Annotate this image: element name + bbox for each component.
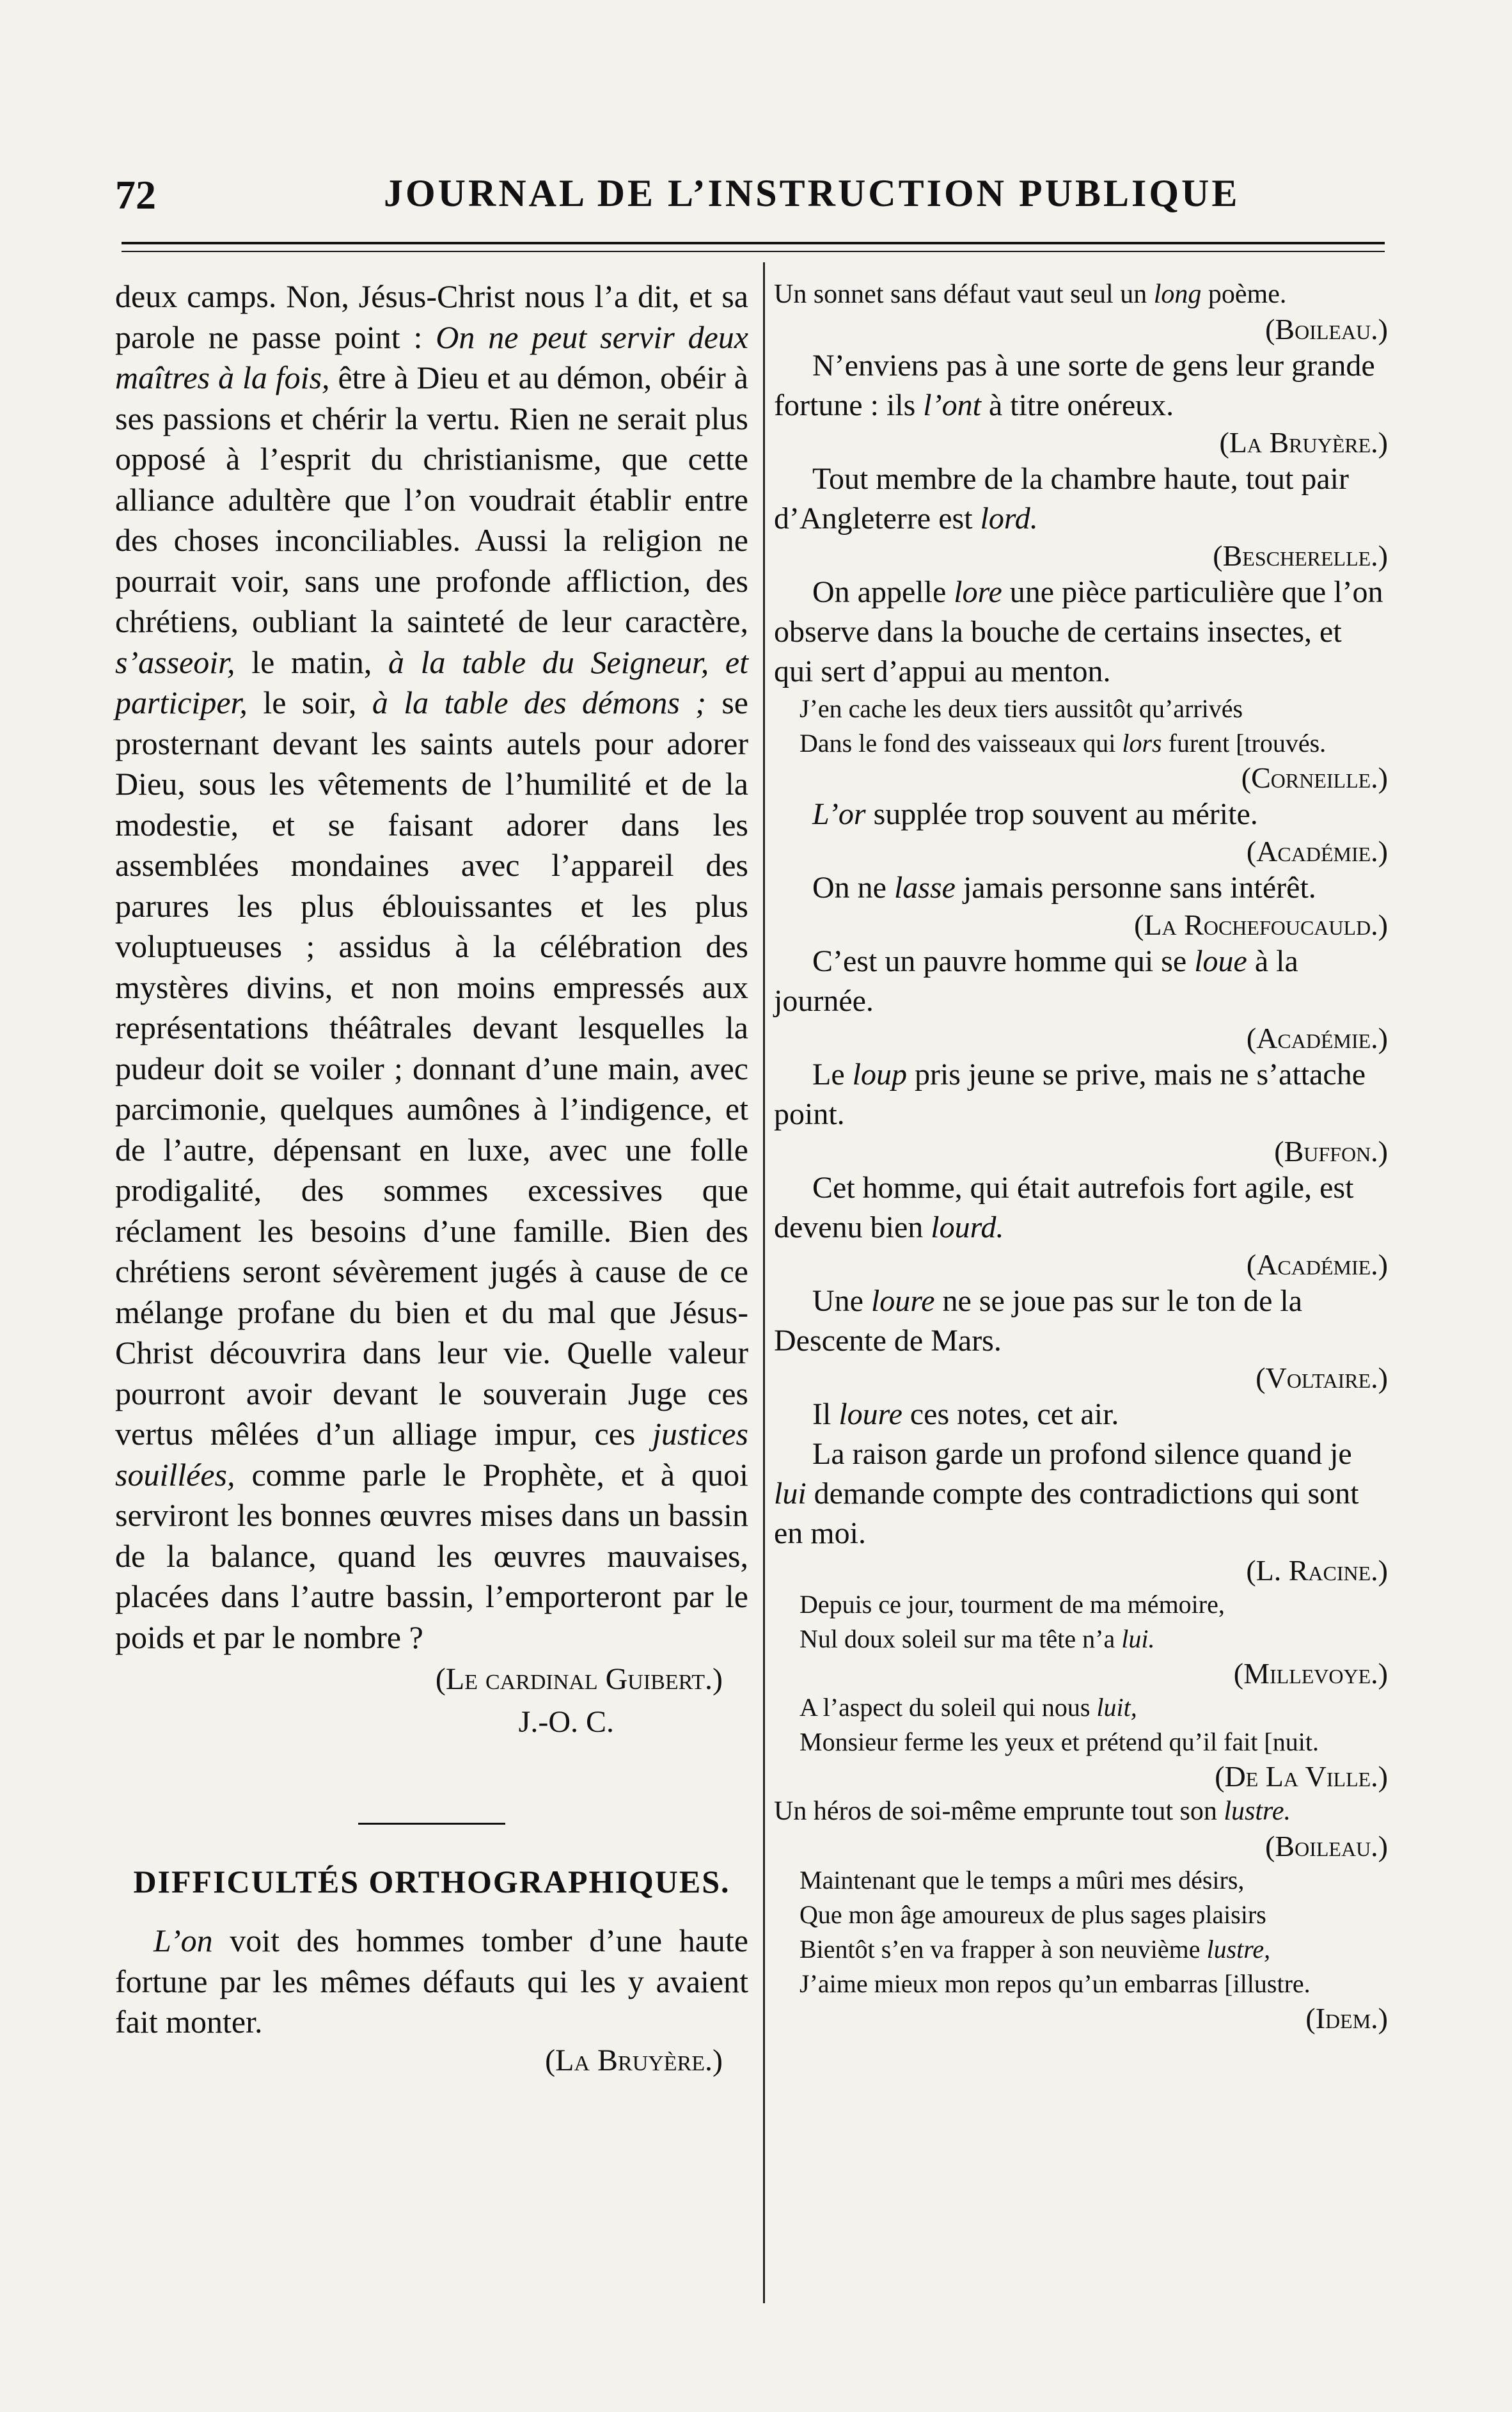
- italic-text: lasse: [894, 871, 956, 905]
- italic-text: loup: [852, 1058, 907, 1091]
- page-header: [115, 171, 1388, 223]
- text: le matin,: [235, 644, 388, 680]
- attribution: (Boileau.): [1265, 1830, 1388, 1862]
- text: Une: [812, 1284, 871, 1318]
- italic-text: loure: [870, 1284, 935, 1318]
- italic-text: à la table des démons ;: [372, 685, 706, 720]
- italic-text: justices souillées,: [115, 1416, 748, 1493]
- example: [774, 868, 1388, 908]
- text: Nul doux soleil sur ma tête n’a: [799, 1624, 1122, 1653]
- verse-line: Que mon âge amoureux de plus sages plaisirs: [799, 1900, 1266, 1929]
- italic-text: On ne peut servir deux maîtres à la fois,: [115, 319, 748, 395]
- text: Dans le fond des vaisseaux qui: [799, 729, 1122, 758]
- text: Un sonnet sans défaut vaut seul un: [774, 280, 1154, 309]
- text: N’enviens pas à une sorte de gens leur grande fortune : ils: [774, 349, 1375, 422]
- example: [774, 346, 1388, 425]
- section-title: DIFFICULTÉS ORTHOGRAPHIQUES.: [133, 1864, 730, 1900]
- attribution: (Millevoye.): [1233, 1657, 1388, 1690]
- attribution: (Voltaire.): [1256, 1361, 1388, 1394]
- example: [774, 459, 1388, 539]
- attribution: (Boileau.): [1265, 313, 1388, 345]
- text: La raison garde un profond silence quand je: [812, 1437, 1352, 1471]
- verse-line: [774, 726, 1388, 761]
- example-paragraph: [115, 1921, 748, 2043]
- main-paragraph: [115, 276, 748, 1658]
- italic-text: lourd.: [931, 1210, 1004, 1244]
- italic-text: à la table du Seigneur, et participer,: [115, 644, 748, 720]
- example: [774, 1395, 1388, 1434]
- attribution: (La Bruyère.): [545, 2043, 723, 2077]
- attribution: (Buffon.): [1274, 1135, 1388, 1168]
- attribution: (Le cardinal Guibert.): [435, 1662, 723, 1696]
- header-rule-thin: [122, 251, 1385, 252]
- italic-text: lord.: [980, 502, 1038, 536]
- attribution: (De La Ville.): [1215, 1760, 1388, 1793]
- example: [774, 1281, 1388, 1361]
- text: furent [trouvés.: [1162, 729, 1327, 758]
- example: [774, 1055, 1388, 1134]
- text: Cet homme, qui était autrefois fort agile, est devenu bien: [774, 1171, 1354, 1244]
- verse-line: J’aime mieux mon repos qu’un embarras [illustre.: [799, 1969, 1311, 1998]
- text: à la journée.: [774, 944, 1298, 1018]
- text: Bientôt s’en va frapper à son neuvième: [799, 1935, 1207, 1964]
- italic-text: lui: [774, 1477, 807, 1511]
- text: demande compte des contradictions qui sont en moi.: [774, 1477, 1359, 1550]
- attribution: (Académie.): [1246, 835, 1388, 868]
- verse-line: [774, 1622, 1388, 1656]
- text: se prosternant devant les saints autels pour adorer Dieu, sous les vêtements de l’humilité et de la modestie, et se faisant adorer dans les assemblées mondaines avec l’appareil des parures les plus éblouissantes et les plus voluptueuses ; assidus à la célébration des mystères divins, et non moins empressés aux représentations théâtrales devant lesquelles la pudeur doit se voiler ; donnant d’une main, avec parcimonie, quelques aumônes à l’indigence, et de l’autre, dépensant en luxe, avec une folle prodigalité, des sommes excessives que réclament les besoins d’une famille. Bien des chrétiens seront sévèrement jugés à cause de ce mélange profane du bien et du mal que Jésus-Christ découvrira dans leur vie. Quelle valeur pourront avoir devant le souverain Juge ces vertus mêlées d’un alliage impur, ces: [115, 685, 748, 1452]
- italic-text: lustre.: [1224, 1797, 1291, 1826]
- attribution: (La Bruyère.): [1219, 426, 1388, 459]
- attribution: (Académie.): [1246, 1248, 1388, 1281]
- text: Il: [812, 1397, 839, 1431]
- italic-text: lore: [954, 575, 1002, 609]
- text: Un héros de soi-même emprunte tout son: [774, 1797, 1224, 1826]
- text: être à Dieu et au démon, obéir à ses passions et chérir la vertu. Rien ne serait plus opposé à l’esprit du christianisme, que cette alliance adultère que l’on voudrait établir entre des choses inconciliables. Aussi la religion ne pourrait voir, sans une profonde affliction, des chrétiens, oubliant la sainteté de leur caractère,: [115, 360, 748, 639]
- example: [774, 1168, 1388, 1248]
- italic-text: lors: [1122, 729, 1162, 758]
- text: Tout membre de la chambre haute, tout pair d’Angleterre est: [774, 462, 1349, 536]
- attribution: (Idem.): [1305, 2002, 1388, 2035]
- signature: J.-O. C.: [518, 1705, 614, 1739]
- example: [774, 276, 1388, 312]
- text: voit des hommes tomber d’une haute fortune par les mêmes défauts qui les y avaient fait monter.: [115, 1923, 748, 2040]
- italic-text: lustre,: [1206, 1935, 1271, 1964]
- verse-line: Monsieur ferme les yeux et prétend qu’il fait [nuit.: [799, 1727, 1319, 1756]
- example: [774, 573, 1388, 692]
- attribution: (L. Racine.): [1246, 1554, 1388, 1587]
- text: une pièce particulière que l’on observe dans la bouche de certains insectes, et qui sert d’appui au menton.: [774, 575, 1383, 688]
- italic-text: lui.: [1121, 1624, 1155, 1653]
- verse-line: [774, 1932, 1388, 1967]
- text: comme parle le Prophète, et à quoi serviront les bonnes œuvres mises dans un bassin de la balance, quand les œuvres mauvaises, placées dans l’autre bassin, l’emporteront par le poids et par le nombre ?: [115, 1456, 748, 1655]
- text: On ne: [812, 871, 894, 905]
- verse-line: Depuis ce jour, tourment de ma mémoire,: [799, 1590, 1225, 1619]
- text: poème.: [1201, 280, 1287, 309]
- text: le soir,: [247, 685, 372, 720]
- text: ces notes, cet air.: [902, 1397, 1119, 1431]
- text: à titre onéreux.: [980, 388, 1174, 422]
- page-number: 72: [115, 172, 156, 218]
- verse-line: [774, 1690, 1388, 1725]
- italic-text: loue: [1194, 944, 1247, 978]
- example: [774, 1793, 1388, 1829]
- text: On appelle: [812, 575, 954, 609]
- attribution: (Corneille.): [1241, 761, 1388, 794]
- header-rule: [122, 242, 1385, 244]
- attribution: (Bescherelle.): [1213, 539, 1388, 572]
- text: jamais personne sans intérêt.: [955, 871, 1316, 905]
- text: Le: [812, 1058, 853, 1091]
- text: pris jeune se prive, mais ne s’attache point.: [774, 1058, 1366, 1131]
- italic-text: s’asseoir,: [115, 644, 235, 680]
- text: C’est un pauvre homme qui se: [812, 944, 1195, 978]
- italic-text: l’ont: [923, 388, 981, 422]
- verse-line: Maintenant que le temps a mûri mes désirs,: [799, 1866, 1245, 1894]
- column-divider: [763, 262, 765, 2303]
- italic-text: long: [1153, 280, 1202, 309]
- attribution: (Académie.): [1246, 1022, 1388, 1054]
- attribution: (La Rochefoucauld.): [1134, 908, 1388, 941]
- text: supplée trop souvent au mérite.: [865, 797, 1258, 831]
- italic-text: L’or: [812, 797, 866, 831]
- running-title: JOURNAL DE L’INSTRUCTION PUBLIQUE: [384, 172, 1240, 214]
- italic-text: L’on: [154, 1923, 213, 1958]
- italic-text: loure: [839, 1397, 902, 1431]
- verse-line: J’en cache les deux tiers aussitôt qu’arrivés: [799, 694, 1243, 723]
- text: deux camps. Non, Jésus-Christ nous l’a dit, et sa parole ne passe point :: [115, 278, 748, 355]
- text: ne se joue pas sur le ton de la Descente de Mars.: [774, 1284, 1303, 1358]
- right-column: [774, 276, 1388, 2035]
- example: [774, 1434, 1388, 1553]
- example: [774, 795, 1388, 834]
- section-separator: [358, 1823, 505, 1825]
- italic-text: luit,: [1096, 1693, 1137, 1722]
- left-column: [115, 276, 748, 2078]
- example: [774, 942, 1388, 1021]
- text: A l’aspect du soleil qui nous: [799, 1693, 1097, 1722]
